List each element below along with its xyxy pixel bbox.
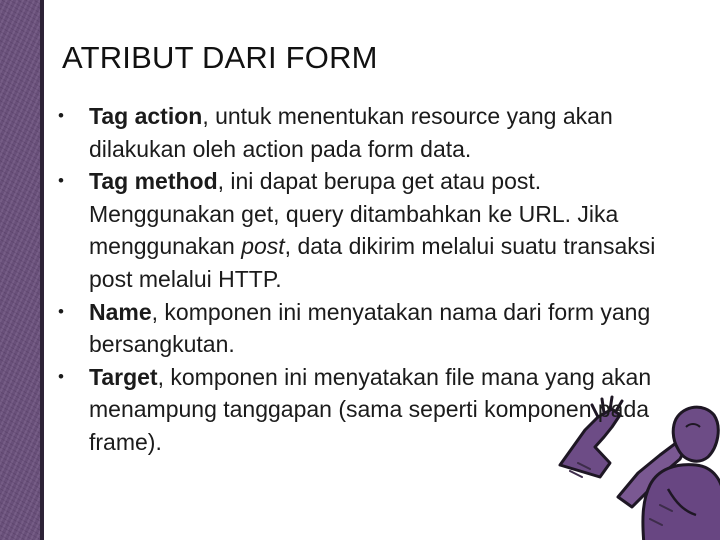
term-name: Name [89, 298, 152, 325]
bullet-item-method [58, 165, 670, 295]
term-tag-method: Tag method [89, 168, 218, 195]
bullet-item-action [58, 100, 670, 165]
bullet-marker: • [58, 366, 64, 386]
bullet-text: , ini dapat berupa get atau post. Menggunakan get, query ditambahkan ke URL. Jika menggunakan [89, 168, 619, 260]
bullet-text: , untuk menentukan resource yang akan dilakukan oleh action pada form data. [89, 103, 613, 162]
term-tag-action: Tag action [89, 103, 203, 129]
bullet-marker: • [58, 301, 64, 321]
bullet-item-name [58, 296, 670, 361]
bullet-item-target [58, 361, 670, 459]
term-target: Target [89, 363, 158, 390]
bullet-marker: • [58, 171, 64, 191]
left-decorative-band [0, 0, 44, 540]
bullet-marker: • [58, 106, 64, 125]
bullet-text: , komponen ini menyatakan nama dari form yang bersangkutan. [89, 298, 651, 358]
slide-title: ATRIBUT DARI FORM [62, 40, 378, 75]
bullet-text-tail: , data dikirim melalui suatu transaksi post melalui HTTP. [89, 233, 656, 292]
italic-post: post [241, 233, 285, 260]
left-band-edge [40, 0, 44, 540]
bullet-text: , komponen ini menyatakan file mana yang akan menampung tanggapan (sama seperti komponen pada frame). [89, 363, 652, 455]
bullet-list [58, 100, 670, 459]
